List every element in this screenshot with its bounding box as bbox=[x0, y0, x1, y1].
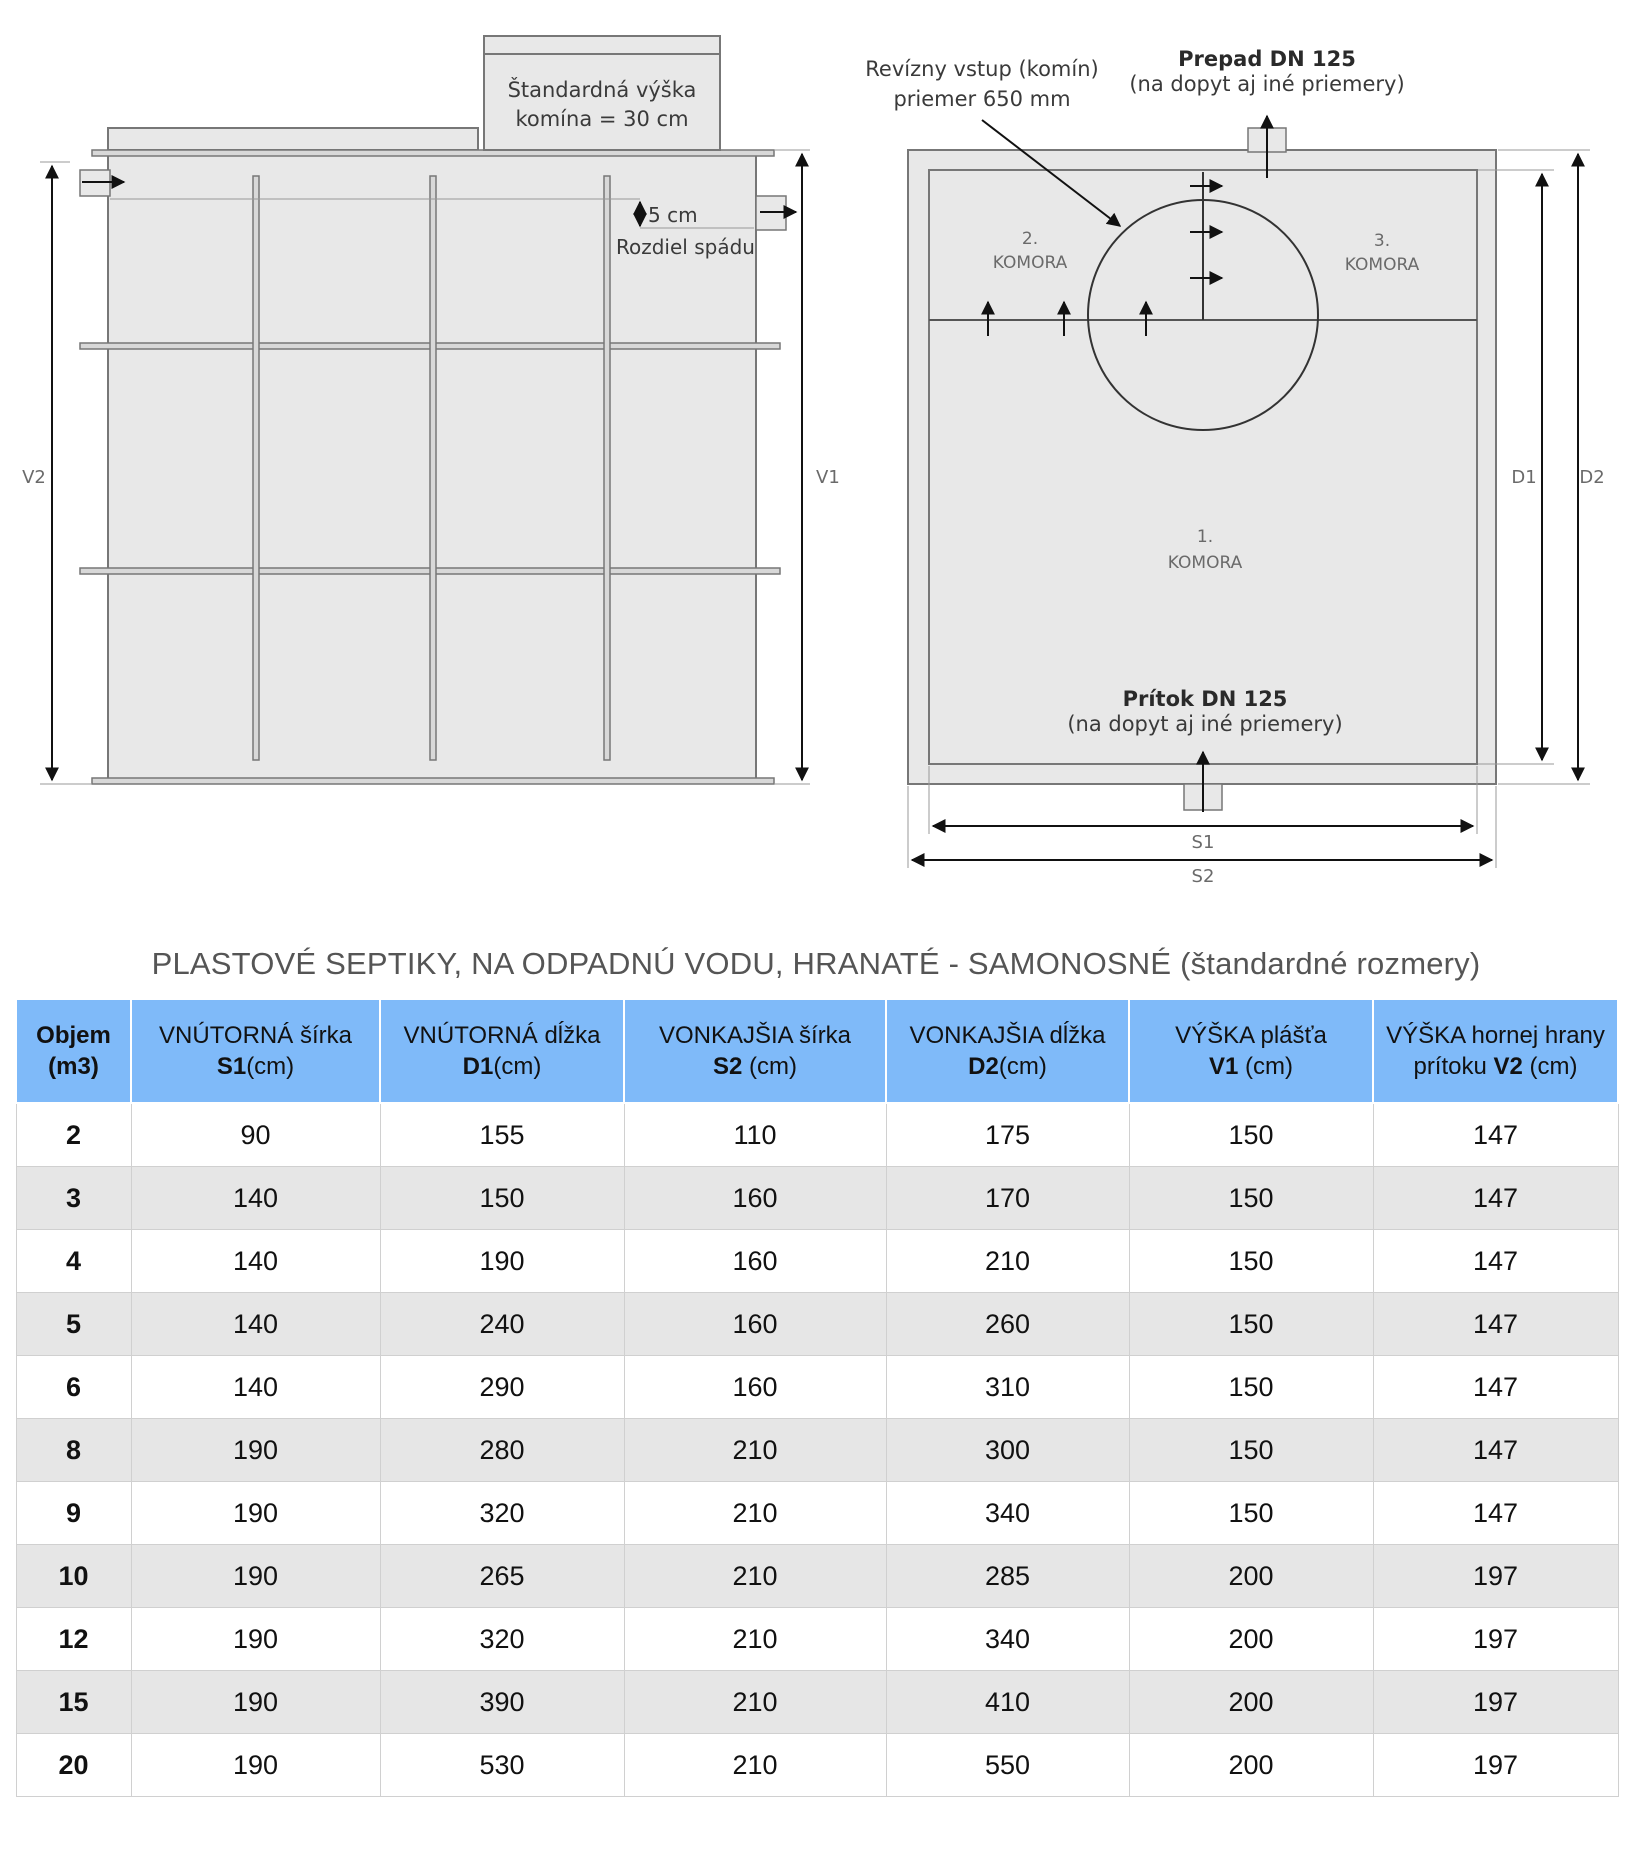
table-cell: 147 bbox=[1373, 1103, 1618, 1167]
table-cell: 150 bbox=[380, 1167, 624, 1230]
revision-text-2: priemer 650 mm bbox=[893, 87, 1071, 111]
tank-lid bbox=[108, 128, 478, 150]
table-cell: 150 bbox=[1129, 1230, 1373, 1293]
table-cell: 550 bbox=[886, 1734, 1129, 1797]
table-row bbox=[16, 1671, 1618, 1734]
table-row bbox=[16, 1545, 1618, 1608]
table-cell: 147 bbox=[1373, 1356, 1618, 1419]
table-cell: 280 bbox=[380, 1419, 624, 1482]
s2-label: S2 bbox=[1191, 866, 1215, 887]
chamber-2-label: KOMORA bbox=[992, 253, 1068, 273]
table-cell: 210 bbox=[624, 1482, 886, 1545]
table-row bbox=[16, 1293, 1618, 1356]
table-cell: 147 bbox=[1373, 1230, 1618, 1293]
table-cell: 147 bbox=[1373, 1293, 1618, 1356]
table-cell: 150 bbox=[1129, 1356, 1373, 1419]
table-cell: 200 bbox=[1129, 1545, 1373, 1608]
table-cell: 190 bbox=[131, 1608, 380, 1671]
table-cell: 190 bbox=[131, 1482, 380, 1545]
table-cell: 320 bbox=[380, 1608, 624, 1671]
cell-volume: 6 bbox=[16, 1356, 131, 1419]
table-cell: 150 bbox=[1129, 1293, 1373, 1356]
chamber-1-number: 1. bbox=[1196, 527, 1214, 547]
chimney-text-2: komína = 30 cm bbox=[515, 107, 689, 131]
table-cell: 110 bbox=[624, 1103, 886, 1167]
table-row bbox=[16, 1482, 1618, 1545]
technical-drawings bbox=[0, 0, 1632, 910]
inlet-title: Prítok DN 125 bbox=[1122, 687, 1288, 711]
table-cell: 260 bbox=[886, 1293, 1129, 1356]
s1-label: S1 bbox=[1191, 832, 1215, 853]
header-outer-width: VONKAJŠIA šírka S2 (cm) bbox=[624, 999, 886, 1103]
table-row bbox=[16, 1103, 1618, 1167]
side-view-drawing bbox=[22, 36, 840, 784]
table-cell: 190 bbox=[131, 1671, 380, 1734]
cell-volume: 8 bbox=[16, 1419, 131, 1482]
cell-volume: 4 bbox=[16, 1230, 131, 1293]
table-cell: 190 bbox=[380, 1230, 624, 1293]
cell-volume: 9 bbox=[16, 1482, 131, 1545]
cell-volume: 20 bbox=[16, 1734, 131, 1797]
table-title: PLASTOVÉ SEPTIKY, NA ODPADNÚ VODU, HRANATÉ - SAMONOSNÉ (štandardné rozmery) bbox=[151, 946, 1481, 981]
dimensions-table bbox=[15, 998, 1619, 1797]
table-cell: 197 bbox=[1373, 1545, 1618, 1608]
table-cell: 290 bbox=[380, 1356, 624, 1419]
table-cell: 300 bbox=[886, 1419, 1129, 1482]
table-cell: 147 bbox=[1373, 1167, 1618, 1230]
cell-volume: 5 bbox=[16, 1293, 131, 1356]
table-row bbox=[16, 1167, 1618, 1230]
outlet-title: Prepad DN 125 bbox=[1178, 47, 1356, 71]
chimney-text-1: Štandardná výška bbox=[507, 78, 697, 102]
table-row bbox=[16, 1230, 1618, 1293]
table-cell: 190 bbox=[131, 1545, 380, 1608]
table-cell: 140 bbox=[131, 1230, 380, 1293]
inlet-subtitle: (na dopyt aj iné priemery) bbox=[1067, 712, 1343, 736]
chamber-3-label: KOMORA bbox=[1344, 255, 1420, 275]
table-cell: 310 bbox=[886, 1356, 1129, 1419]
table-cell: 150 bbox=[1129, 1103, 1373, 1167]
table-cell: 240 bbox=[380, 1293, 624, 1356]
header-inner-width: VNÚTORNÁ šírka S1(cm) bbox=[131, 999, 380, 1103]
header-shell-height: VÝŠKA plášťa V1 (cm) bbox=[1129, 999, 1373, 1103]
revision-text-1: Revízny vstup (komín) bbox=[865, 57, 1099, 81]
drop-label: Rozdiel spádu bbox=[616, 235, 755, 259]
drop-value: 5 cm bbox=[648, 203, 698, 227]
table-cell: 160 bbox=[624, 1230, 886, 1293]
table-cell: 210 bbox=[886, 1230, 1129, 1293]
table-cell: 150 bbox=[1129, 1167, 1373, 1230]
table-cell: 160 bbox=[624, 1293, 886, 1356]
table-cell: 200 bbox=[1129, 1608, 1373, 1671]
table-cell: 147 bbox=[1373, 1482, 1618, 1545]
table-cell: 340 bbox=[886, 1482, 1129, 1545]
table-row bbox=[16, 1734, 1618, 1797]
table-cell: 150 bbox=[1129, 1419, 1373, 1482]
table-cell: 155 bbox=[380, 1103, 624, 1167]
outlet-subtitle: (na dopyt aj iné priemery) bbox=[1129, 72, 1405, 96]
table-cell: 265 bbox=[380, 1545, 624, 1608]
table-cell: 140 bbox=[131, 1293, 380, 1356]
table-cell: 390 bbox=[380, 1671, 624, 1734]
header-inner-length: VNÚTORNÁ dĺžka D1(cm) bbox=[380, 999, 624, 1103]
table-cell: 285 bbox=[886, 1545, 1129, 1608]
table-cell: 340 bbox=[886, 1608, 1129, 1671]
v2-label: V2 bbox=[22, 467, 46, 488]
table-cell: 190 bbox=[131, 1419, 380, 1482]
header-outer-length: VONKAJŠIA dĺžka D2(cm) bbox=[886, 999, 1129, 1103]
table-row bbox=[16, 1608, 1618, 1671]
table-cell: 200 bbox=[1129, 1671, 1373, 1734]
table-cell: 320 bbox=[380, 1482, 624, 1545]
table-cell: 140 bbox=[131, 1167, 380, 1230]
table-cell: 210 bbox=[624, 1671, 886, 1734]
table-cell: 210 bbox=[624, 1608, 886, 1671]
d2-label: D2 bbox=[1579, 467, 1605, 488]
v1-label: V1 bbox=[816, 467, 840, 488]
chamber-3-number: 3. bbox=[1373, 231, 1391, 251]
cell-volume: 3 bbox=[16, 1167, 131, 1230]
header-inlet-height: VÝŠKA hornej hrany prítoku V2 (cm) bbox=[1373, 999, 1618, 1103]
table-cell: 210 bbox=[624, 1734, 886, 1797]
table-cell: 197 bbox=[1373, 1734, 1618, 1797]
table-cell: 200 bbox=[1129, 1734, 1373, 1797]
table-cell: 210 bbox=[624, 1545, 886, 1608]
table-cell: 410 bbox=[886, 1671, 1129, 1734]
table-cell: 140 bbox=[131, 1356, 380, 1419]
chamber-2-number: 2. bbox=[1021, 229, 1039, 249]
top-view-drawing bbox=[865, 47, 1604, 887]
table-cell: 197 bbox=[1373, 1671, 1618, 1734]
table-cell: 147 bbox=[1373, 1419, 1618, 1482]
table-cell: 175 bbox=[886, 1103, 1129, 1167]
table-cell: 160 bbox=[624, 1356, 886, 1419]
table-cell: 530 bbox=[380, 1734, 624, 1797]
table-row bbox=[16, 1419, 1618, 1482]
table-row bbox=[16, 1356, 1618, 1419]
header-volume: Objem (m3) bbox=[16, 999, 131, 1103]
table-cell: 90 bbox=[131, 1103, 380, 1167]
table-cell: 210 bbox=[624, 1419, 886, 1482]
table-cell: 160 bbox=[624, 1167, 886, 1230]
table-cell: 170 bbox=[886, 1167, 1129, 1230]
cell-volume: 12 bbox=[16, 1608, 131, 1671]
cell-volume: 10 bbox=[16, 1545, 131, 1608]
table-cell: 197 bbox=[1373, 1608, 1618, 1671]
chamber-1-label: KOMORA bbox=[1167, 553, 1243, 573]
cell-volume: 2 bbox=[16, 1103, 131, 1167]
d1-label: D1 bbox=[1511, 467, 1537, 488]
table-header-row bbox=[16, 999, 1618, 1103]
table-cell: 190 bbox=[131, 1734, 380, 1797]
table-cell: 150 bbox=[1129, 1482, 1373, 1545]
cell-volume: 15 bbox=[16, 1671, 131, 1734]
